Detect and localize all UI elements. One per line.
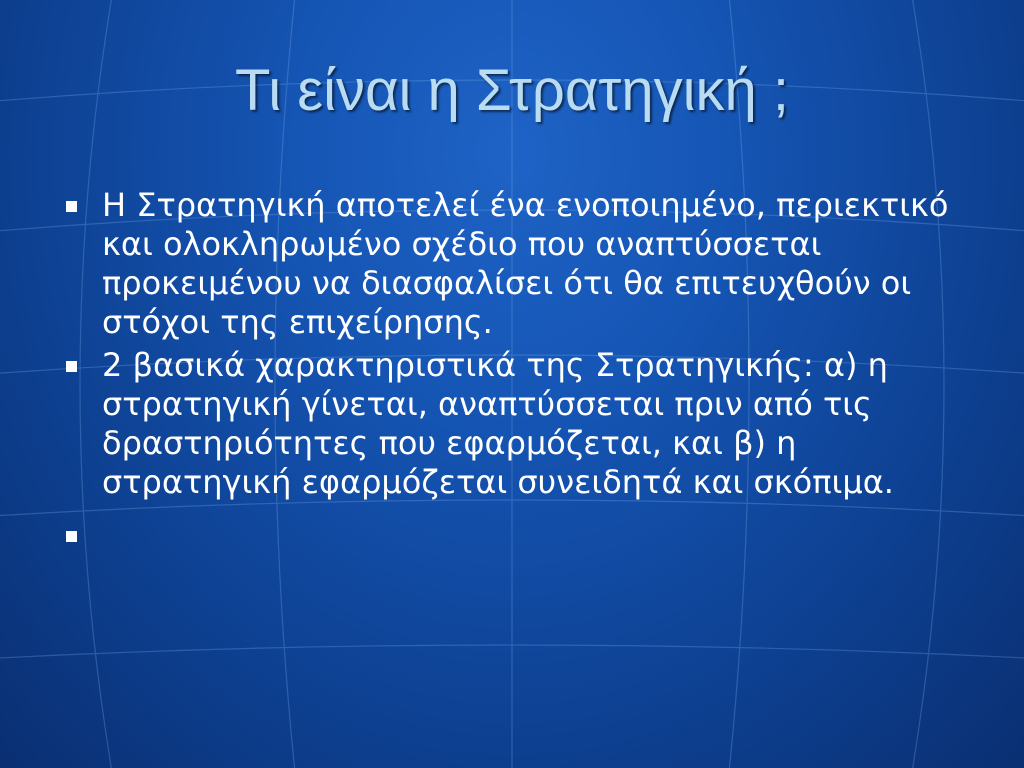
square-bullet-icon	[66, 201, 77, 212]
bullet-text: 2 βασικά χαρακτηριστικά της Στρατηγικής: α) η στρατηγική γίνεται, αναπτύσσεται πριν από τις δραστηριότητες που εφαρμόζεται, και β) η στρατηγική εφαρμόζεται συνειδητά και σκόπιμα.	[102, 346, 894, 501]
slide-title: Τι είναι η Στρατηγική ;	[235, 58, 789, 123]
bullet-text: Η Στρατηγική αποτελεί ένα ενοποιημένο, περιεκτικό και ολοκληρωμένο σχέδιο που αναπτύσσεται προκειμένου να διασφαλίσει ότι θα επιτευχθούν οι στόχοι της επιχείρησης.	[102, 186, 949, 341]
bullet-list	[62, 186, 972, 559]
bullet-item	[62, 186, 972, 342]
bullet-item-empty	[62, 516, 972, 555]
bullet-item	[62, 346, 972, 502]
square-bullet-icon	[66, 531, 77, 542]
square-bullet-icon	[66, 361, 77, 372]
